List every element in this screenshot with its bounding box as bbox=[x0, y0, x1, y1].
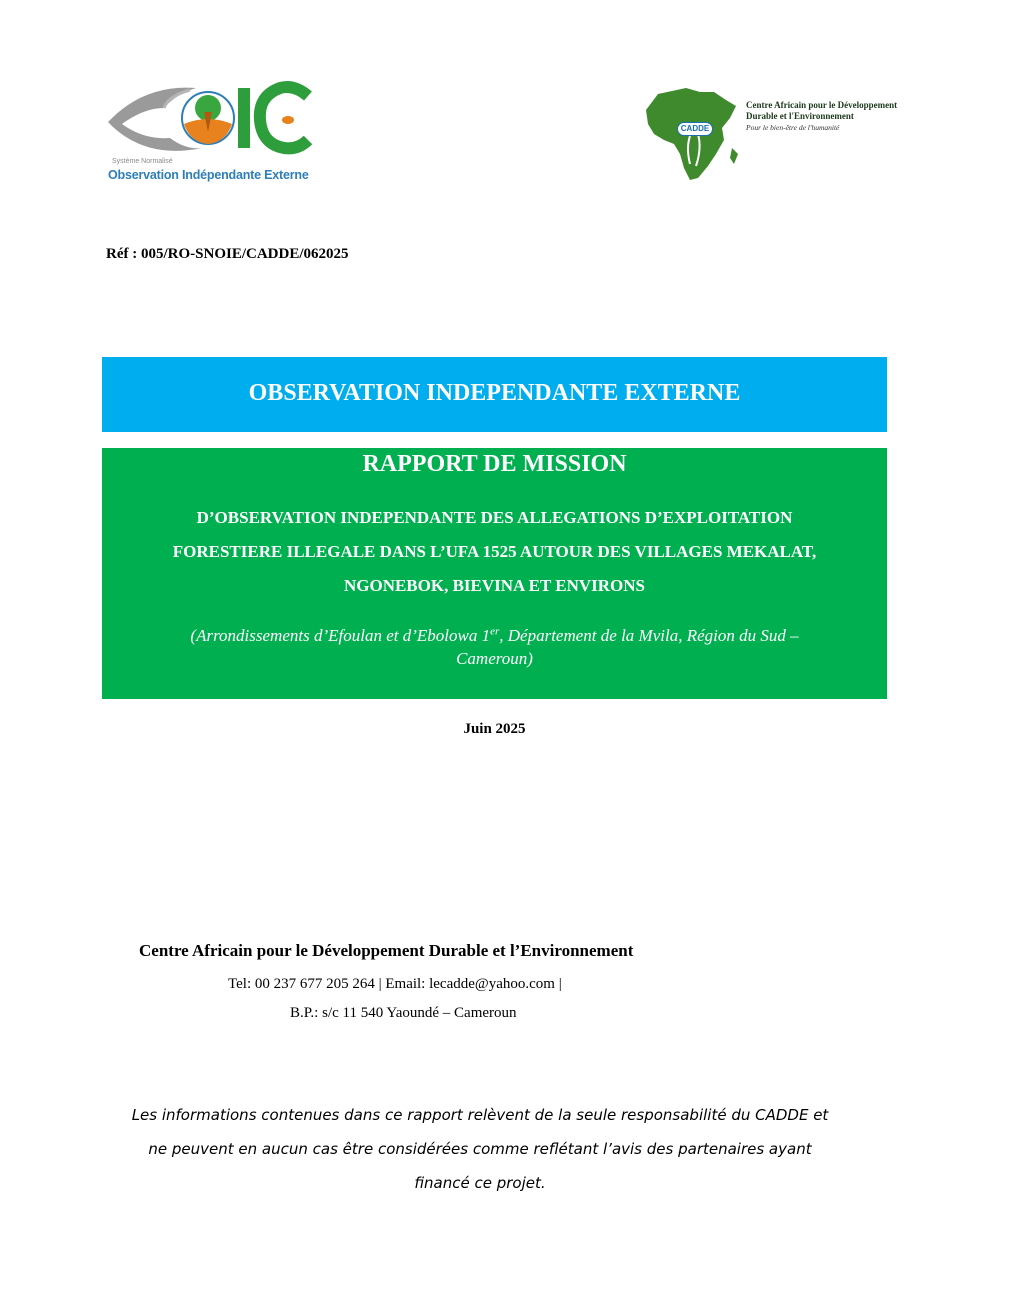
logo-tagline: Pour le bien-être de l'humanité bbox=[746, 123, 840, 132]
cadde-badge: CADDE bbox=[677, 122, 713, 136]
report-title-box bbox=[102, 448, 887, 699]
cadde-logo bbox=[640, 84, 940, 184]
report-subtitle bbox=[102, 501, 887, 603]
report-subtitle-line: FORESTIERE ILLEGALE DANS L’UFA 1525 AUTOUR DES VILLAGES MEKALAT, bbox=[172, 542, 817, 561]
report-location bbox=[122, 624, 867, 670]
logo-org-line1: Centre Africain pour le Développement bbox=[746, 100, 898, 110]
eye-ic-logo-icon bbox=[104, 78, 314, 158]
snoie-logo bbox=[104, 78, 314, 190]
report-date: Juin 2025 bbox=[463, 721, 526, 737]
footer-organization: Centre Africain pour le Développement Durable et l’Environnement bbox=[139, 941, 634, 960]
report-title: RAPPORT DE MISSION bbox=[362, 451, 627, 477]
footer-address: B.P.: s/c 11 540 Yaoundé – Cameroun bbox=[290, 1005, 517, 1021]
report-subtitle-line: NGONEBOK, BIEVINA ET ENVIRONS bbox=[343, 576, 646, 595]
location-text: (Arrondissements d’Efoulan et d’Ebolowa 1 bbox=[190, 626, 491, 645]
location-superscript: er bbox=[490, 625, 500, 638]
footer-contact: Tel: 00 237 677 205 264 | Email: lecadde@yahoo.com | bbox=[228, 976, 562, 992]
disclaimer-line: ne peuvent en aucun cas être considérées comme reflétant l’avis des partenaires ayant bbox=[148, 1140, 812, 1158]
reference-number: Réf : 005/RO-SNOIE/CADDE/062025 bbox=[106, 246, 349, 262]
logo-caption: Observation Indépendante Externe bbox=[108, 168, 309, 182]
banner-title: OBSERVATION INDEPENDANTE EXTERNE bbox=[248, 380, 741, 406]
logo-small-caption: Système Normalisé bbox=[112, 158, 173, 165]
disclaimer bbox=[80, 1098, 880, 1200]
location-text: , Département de la Mvila, Région du Sud – bbox=[499, 626, 799, 645]
disclaimer-line: financé ce projet. bbox=[414, 1174, 546, 1192]
report-subtitle-line: D’OBSERVATION INDEPENDANTE DES ALLEGATIONS D’EXPLOITATION bbox=[196, 508, 793, 527]
location-text: Cameroun) bbox=[456, 649, 533, 668]
banner-box bbox=[102, 357, 887, 432]
logo-org-line2: Durable et l'Environnement bbox=[746, 111, 854, 121]
disclaimer-line: Les informations contenues dans ce rapport relèvent de la seule responsabilité du CADDE et bbox=[131, 1106, 829, 1124]
